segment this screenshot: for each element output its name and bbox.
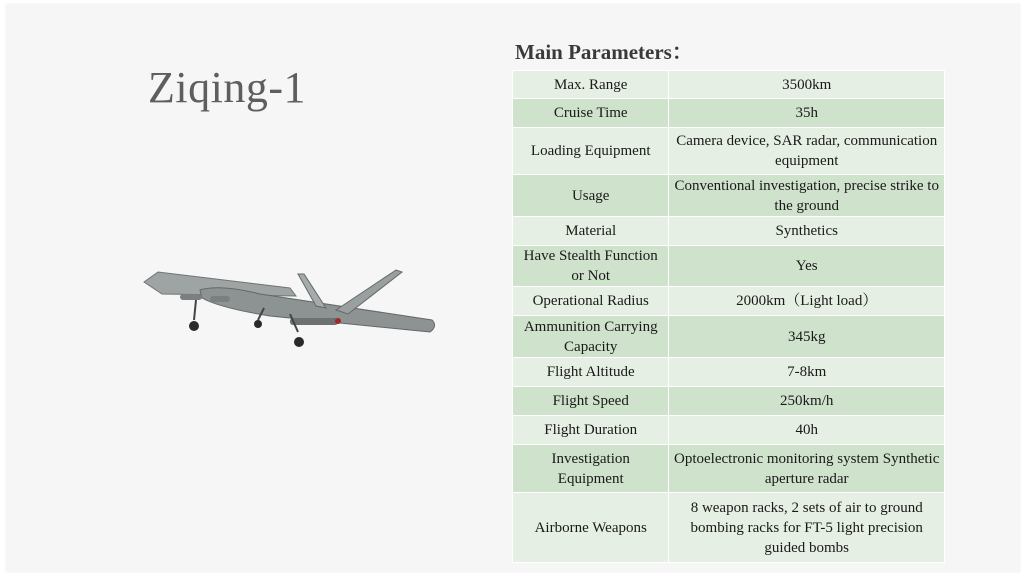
table-row	[513, 128, 945, 175]
param-value: Optoelectronic monitoring system Synthetic aperture radar	[669, 445, 945, 493]
table-row	[513, 493, 945, 563]
table-row	[513, 246, 945, 287]
param-label: Ammunition Carrying Capacity	[513, 316, 669, 358]
param-label: Flight Altitude	[513, 358, 669, 387]
param-value: 2000km（Light load）	[669, 287, 945, 316]
param-label: Material	[513, 217, 669, 246]
param-label: Airborne Weapons	[513, 493, 669, 563]
param-label: Usage	[513, 175, 669, 217]
param-value: Conventional investigation, precise strike to the ground	[669, 175, 945, 217]
param-value: 3500km	[669, 71, 945, 99]
table-row	[513, 416, 945, 445]
table-row	[513, 358, 945, 387]
param-label: Investigation Equipment	[513, 445, 669, 493]
param-label: Loading Equipment	[513, 128, 669, 175]
table-row	[513, 316, 945, 358]
page-title: Ziqing-1	[148, 63, 306, 112]
param-label: Flight Speed	[513, 387, 669, 416]
param-value: Camera device, SAR radar, communication equipment	[669, 128, 945, 175]
param-label: Max. Range	[513, 71, 669, 99]
param-value: 35h	[669, 99, 945, 128]
param-label: Flight Duration	[513, 416, 669, 445]
param-value: 7-8km	[669, 358, 945, 387]
param-value: Synthetics	[669, 217, 945, 246]
table-row	[513, 387, 945, 416]
drone-image	[140, 264, 440, 354]
table-row	[513, 217, 945, 246]
param-label: Have Stealth Function or Not	[513, 246, 669, 287]
table-row	[513, 445, 945, 493]
param-label: Operational Radius	[513, 287, 669, 316]
param-value: 8 weapon racks, 2 sets of air to ground bombing racks for FT-5 light precision guided bombs	[669, 493, 945, 563]
table-row	[513, 287, 945, 316]
param-value: 345kg	[669, 316, 945, 358]
param-value: 40h	[669, 416, 945, 445]
table-row	[513, 71, 945, 99]
param-value: 250km/h	[669, 387, 945, 416]
param-label: Cruise Time	[513, 99, 669, 128]
table-row	[513, 99, 945, 128]
parameters-heading: Main Parameters：	[515, 40, 693, 64]
parameters-table	[512, 70, 945, 563]
param-value: Yes	[669, 246, 945, 287]
table-row	[513, 175, 945, 217]
